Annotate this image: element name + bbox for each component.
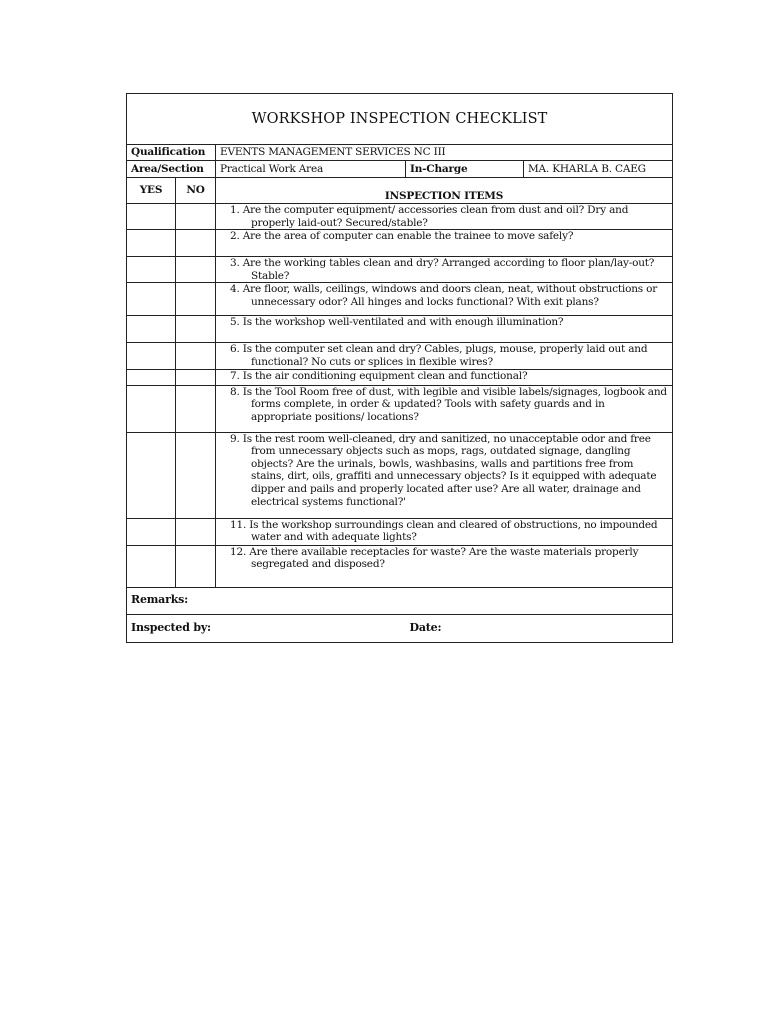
no-box[interactable] (176, 518, 216, 545)
inspection-item (216, 385, 673, 432)
title-row (127, 94, 673, 145)
inspection-item-text: 4. Are floor, walls, ceilings, windows and doors clean, neat, without obstructions or unnecessary odor? All hinges and locks functional? With exit plans? (230, 283, 658, 308)
no-box[interactable] (176, 432, 216, 518)
checklist-row (127, 432, 673, 518)
qualification-row (127, 145, 673, 161)
qualification-value: EVENTS MANAGEMENT SERVICES NC III (216, 145, 673, 161)
column-header-row (127, 178, 673, 204)
inspection-items-header: INSPECTION ITEMS (216, 178, 673, 204)
remarks-label: Remarks: (127, 587, 673, 614)
no-box[interactable] (176, 343, 216, 369)
inspection-item-text: 3. Are the working tables clean and dry? Arranged according to floor plan/lay-out? Stable? (230, 257, 655, 282)
no-box[interactable] (176, 257, 216, 283)
area-label: Area/Section (127, 161, 216, 178)
inspection-item (216, 518, 673, 545)
incharge-value: MA. KHARLA B. CAEG (524, 161, 673, 178)
inspection-item (216, 343, 673, 369)
yes-box[interactable] (127, 518, 176, 545)
yes-box[interactable] (127, 257, 176, 283)
inspection-item-text: 9. Is the rest room well-cleaned, dry and sanitized, no unacceptable odor and free from unnecessary objects such as mops, rags, outdated signage, dangling objects? Are the urinals, bowls, washbasins, walls and partitions free from stains, dirt, oils, graffiti and unnecessary objects? Is it equipped with adequate dipper and pails and properly located after use? Are all water, drainage and electrical systems functional?' (230, 432, 657, 508)
checklist-row (127, 316, 673, 343)
no-box[interactable] (176, 204, 216, 230)
no-box[interactable] (176, 316, 216, 343)
inspected-row (127, 614, 673, 642)
no-header: NO (176, 178, 216, 204)
date-label: Date: (406, 614, 673, 642)
inspection-item (216, 316, 673, 343)
yes-box[interactable] (127, 369, 176, 385)
checklist-row (127, 204, 673, 230)
inspection-item-text: 2. Are the area of computer can enable the trainee to move safely? (230, 230, 574, 243)
no-box[interactable] (176, 283, 216, 316)
checklist-row (127, 369, 673, 385)
yes-box[interactable] (127, 432, 176, 518)
checklist-row (127, 385, 673, 432)
inspection-item (216, 283, 673, 316)
checklist-row (127, 230, 673, 257)
no-box[interactable] (176, 385, 216, 432)
inspection-item (216, 432, 673, 518)
checklist-row (127, 343, 673, 369)
yes-box[interactable] (127, 316, 176, 343)
checklist-row (127, 257, 673, 283)
inspection-item-text: 6. Is the computer set clean and dry? Cables, plugs, mouse, properly laid out and functional? No cuts or splices in flexible wires? (230, 343, 648, 368)
checklist-row (127, 518, 673, 545)
inspection-item (216, 257, 673, 283)
inspection-item-text: 12. Are there available receptacles for waste? Are the waste materials properly segregated and disposed? (230, 545, 639, 571)
inspection-item (216, 204, 673, 230)
checklist-table (126, 93, 673, 643)
area-value: Practical Work Area (216, 161, 406, 178)
yes-box[interactable] (127, 385, 176, 432)
checklist-row (127, 283, 673, 316)
inspection-item-text: 1. Are the computer equipment/ accessories clean from dust and oil? Dry and properly laid-out? Secured/stable? (230, 204, 629, 229)
inspection-item (216, 230, 673, 257)
yes-header: YES (127, 178, 176, 204)
inspection-item-text: 8. Is the Tool Room free of dust, with legible and visible labels/signages, logbook and forms complete, in order & updated? Tools with safety guards and in appropriate positions/ locations? (230, 385, 667, 423)
inspection-item (216, 369, 673, 385)
inspection-item-text: 7. Is the air conditioning equipment clean and functional? (230, 369, 528, 382)
yes-box[interactable] (127, 283, 176, 316)
yes-box[interactable] (127, 204, 176, 230)
page-title: WORKSHOP INSPECTION CHECKLIST (127, 94, 673, 145)
area-row (127, 161, 673, 178)
no-box[interactable] (176, 545, 216, 587)
inspection-item-text: 11. Is the workshop surroundings clean and cleared of obstructions, no impounded water and with adequate lights? (230, 518, 658, 544)
checklist-sheet (126, 93, 672, 643)
yes-box[interactable] (127, 545, 176, 587)
checklist-row (127, 545, 673, 587)
inspection-item-text: 5. Is the workshop well-ventilated and with enough illumination? (230, 316, 564, 329)
inspection-item (216, 545, 673, 587)
inspected-by-label: Inspected by: (127, 614, 406, 642)
no-box[interactable] (176, 369, 216, 385)
yes-box[interactable] (127, 343, 176, 369)
yes-box[interactable] (127, 230, 176, 257)
qualification-label: Qualification (127, 145, 216, 161)
incharge-label: In-Charge (406, 161, 524, 178)
remarks-row (127, 587, 673, 614)
no-box[interactable] (176, 230, 216, 257)
